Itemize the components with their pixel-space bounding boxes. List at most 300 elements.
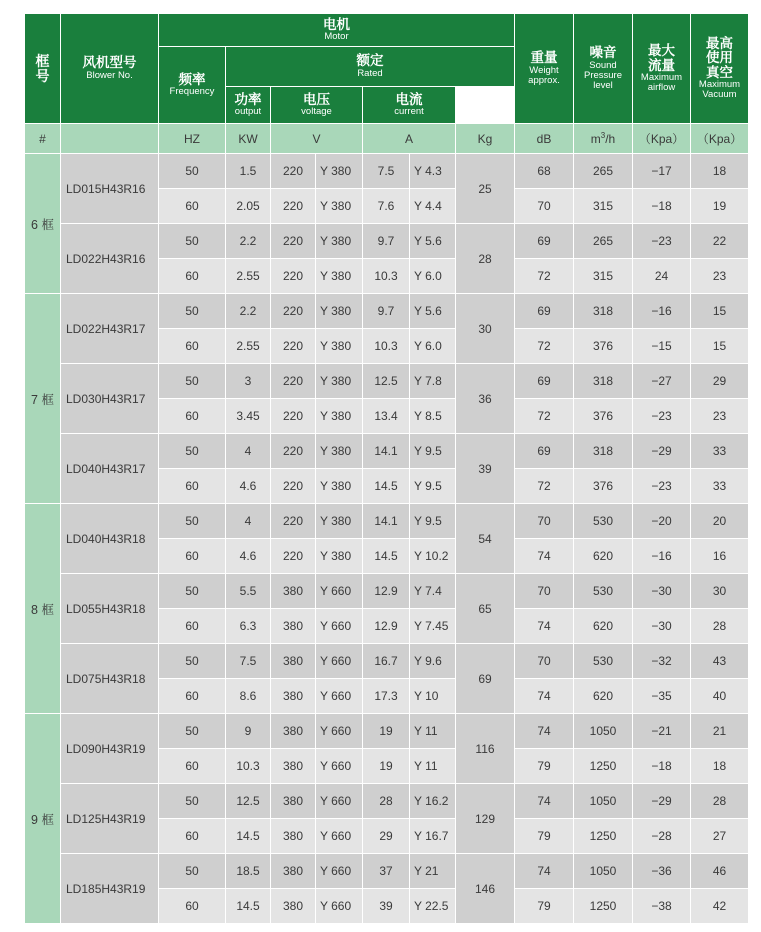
table-row: [25, 364, 749, 399]
noise-cell: 68: [515, 154, 574, 189]
voltage-cell: 380: [271, 574, 316, 609]
voltage-cell: 380: [271, 889, 316, 924]
output-cell: 2.05: [226, 189, 271, 224]
noise-cell: 74: [515, 854, 574, 889]
vacuum-cell: −16: [633, 294, 691, 329]
vacuum-cell: −29: [633, 434, 691, 469]
unit-current: A: [363, 124, 456, 154]
frequency-cell: 50: [159, 434, 226, 469]
weight-cell: 116: [456, 714, 515, 784]
airflow-cell: 620: [574, 609, 633, 644]
frequency-cell: 60: [159, 819, 226, 854]
vacuum-cell: −32: [633, 644, 691, 679]
vacuum-header-cn1: 最高: [706, 36, 733, 52]
model-name: LD125H43R19: [61, 784, 159, 854]
frequency-cell: 60: [159, 679, 226, 714]
frequency-cell: 60: [159, 399, 226, 434]
output-cell: 1.5: [226, 154, 271, 189]
noise-cell: 79: [515, 819, 574, 854]
noise-header-en2: Pressure: [583, 69, 622, 81]
current-y-cell: Y 10: [410, 679, 456, 714]
vacuum-header: [691, 14, 749, 124]
noise-cell: 69: [515, 294, 574, 329]
current-cell: 14.5: [363, 539, 410, 574]
voltage-cell: 220: [271, 434, 316, 469]
voltage-cell: 220: [271, 504, 316, 539]
current-cell: 10.3: [363, 329, 410, 364]
pressure-cell: 30: [691, 574, 749, 609]
unit-vacuum: （Kpa）: [633, 124, 691, 154]
model-name: LD090H43R19: [61, 714, 159, 784]
pressure-cell: 18: [691, 749, 749, 784]
table-row: [25, 434, 749, 469]
current-cell: 9.7: [363, 294, 410, 329]
vacuum-cell: −38: [633, 889, 691, 924]
airflow-cell: 315: [574, 259, 633, 294]
vacuum-cell: −23: [633, 469, 691, 504]
airflow-cell: 265: [574, 224, 633, 259]
noise-cell: 74: [515, 679, 574, 714]
noise-cell: 69: [515, 364, 574, 399]
pressure-cell: 28: [691, 784, 749, 819]
voltage-cell: 380: [271, 854, 316, 889]
voltage-cell: 380: [271, 609, 316, 644]
voltage-cell: 220: [271, 329, 316, 364]
airflow-header: [633, 14, 691, 124]
vacuum-cell: −28: [633, 819, 691, 854]
vacuum-cell: −17: [633, 154, 691, 189]
voltage-y-cell: Y 380: [316, 434, 363, 469]
current-y-cell: Y 21: [410, 854, 456, 889]
airflow-cell: 1050: [574, 714, 633, 749]
vacuum-cell: −16: [633, 539, 691, 574]
output-cell: 8.6: [226, 679, 271, 714]
output-header: [226, 87, 271, 124]
output-cell: 4.6: [226, 469, 271, 504]
voltage-header-en: voltage: [301, 106, 332, 118]
current-header-cn: 电流: [395, 91, 423, 107]
noise-cell: 72: [515, 259, 574, 294]
current-y-cell: Y 8.5: [410, 399, 456, 434]
weight-cell: 146: [456, 854, 515, 924]
rated-header-cn: 额定: [356, 53, 384, 69]
model-name: LD022H43R16: [61, 224, 159, 294]
output-cell: 5.5: [226, 574, 271, 609]
weight-cell: 65: [456, 574, 515, 644]
noise-header-en3: level: [593, 79, 613, 91]
table-row: [25, 644, 749, 679]
pressure-cell: 28: [691, 609, 749, 644]
current-y-cell: Y 11: [410, 749, 456, 784]
current-y-cell: Y 16.7: [410, 819, 456, 854]
table-row: [25, 504, 749, 539]
airflow-cell: 1050: [574, 784, 633, 819]
airflow-cell: 318: [574, 364, 633, 399]
airflow-cell: 376: [574, 399, 633, 434]
weight-header-cn: 重量: [530, 50, 558, 66]
motor-header: [159, 14, 515, 47]
pressure-cell: 29: [691, 364, 749, 399]
current-cell: 12.5: [363, 364, 410, 399]
noise-cell: 72: [515, 469, 574, 504]
airflow-cell: 318: [574, 434, 633, 469]
model-name: LD040H43R17: [61, 434, 159, 504]
pressure-cell: 23: [691, 399, 749, 434]
voltage-y-cell: Y 660: [316, 609, 363, 644]
pressure-cell: 33: [691, 434, 749, 469]
frame-label: 8 框: [25, 504, 61, 714]
vacuum-header-cn2: 使用: [706, 50, 733, 66]
voltage-y-cell: Y 660: [316, 819, 363, 854]
frequency-cell: 50: [159, 854, 226, 889]
frame-label: 6 框: [25, 154, 61, 294]
airflow-cell: 1250: [574, 889, 633, 924]
voltage-cell: 220: [271, 294, 316, 329]
current-cell: 7.6: [363, 189, 410, 224]
weight-cell: 28: [456, 224, 515, 294]
voltage-cell: 220: [271, 259, 316, 294]
airflow-cell: 620: [574, 679, 633, 714]
model-name: LD040H43R18: [61, 504, 159, 574]
voltage-y-cell: Y 660: [316, 714, 363, 749]
noise-cell: 69: [515, 434, 574, 469]
frequency-cell: 50: [159, 294, 226, 329]
airflow-cell: 376: [574, 329, 633, 364]
weight-header-en2: approx.: [528, 74, 560, 86]
unit-blower: [61, 124, 159, 154]
frequency-cell: 50: [159, 224, 226, 259]
current-y-cell: Y 10.2: [410, 539, 456, 574]
voltage-cell: 220: [271, 399, 316, 434]
current-cell: 17.3: [363, 679, 410, 714]
current-y-cell: Y 4.3: [410, 154, 456, 189]
frequency-cell: 50: [159, 714, 226, 749]
pressure-cell: 19: [691, 189, 749, 224]
unit-pressure: （Kpa）: [691, 124, 749, 154]
airflow-cell: 530: [574, 574, 633, 609]
voltage-y-cell: Y 380: [316, 329, 363, 364]
frequency-header-cn: 频率: [178, 71, 206, 87]
table-header: [25, 14, 749, 154]
frequency-cell: 60: [159, 749, 226, 784]
airflow-cell: 265: [574, 154, 633, 189]
current-cell: 12.9: [363, 574, 410, 609]
voltage-cell: 220: [271, 364, 316, 399]
frequency-cell: 50: [159, 574, 226, 609]
weight-cell: 54: [456, 504, 515, 574]
model-name: LD055H43R18: [61, 574, 159, 644]
weight-cell: 25: [456, 154, 515, 224]
unit-airflow-sup: 3: [600, 131, 606, 140]
frequency-cell: 60: [159, 539, 226, 574]
current-cell: 13.4: [363, 399, 410, 434]
voltage-y-cell: Y 380: [316, 399, 363, 434]
frame-label: 9 框: [25, 714, 61, 924]
vacuum-cell: −36: [633, 854, 691, 889]
current-y-cell: Y 5.6: [410, 294, 456, 329]
airflow-cell: 1050: [574, 854, 633, 889]
spec-table-container: [24, 13, 748, 924]
current-y-cell: Y 5.6: [410, 224, 456, 259]
voltage-cell: 380: [271, 714, 316, 749]
table-row: [25, 714, 749, 749]
pressure-cell: 15: [691, 329, 749, 364]
voltage-cell: 380: [271, 749, 316, 784]
frame-header: [25, 14, 61, 124]
output-cell: 3: [226, 364, 271, 399]
pressure-cell: 46: [691, 854, 749, 889]
noise-cell: 72: [515, 329, 574, 364]
table-row: [25, 224, 749, 259]
table-row: [25, 574, 749, 609]
current-cell: 28: [363, 784, 410, 819]
noise-cell: 70: [515, 504, 574, 539]
noise-cell: 72: [515, 399, 574, 434]
table-row: [25, 854, 749, 889]
frequency-cell: 60: [159, 609, 226, 644]
model-name: LD075H43R18: [61, 644, 159, 714]
table-row: [25, 294, 749, 329]
current-cell: 19: [363, 714, 410, 749]
output-cell: 14.5: [226, 889, 271, 924]
unit-noise: dB: [515, 124, 574, 154]
noise-cell: 74: [515, 539, 574, 574]
vacuum-header-en2: Vacuum: [702, 88, 737, 100]
current-header-en: current: [394, 106, 424, 118]
current-header: [363, 87, 456, 124]
motor-header-en: Motor: [324, 31, 349, 43]
current-cell: 14.1: [363, 434, 410, 469]
voltage-y-cell: Y 660: [316, 749, 363, 784]
pressure-cell: 40: [691, 679, 749, 714]
voltage-y-cell: Y 380: [316, 154, 363, 189]
current-cell: 19: [363, 749, 410, 784]
output-cell: 10.3: [226, 749, 271, 784]
vacuum-cell: 24: [633, 259, 691, 294]
frequency-header-en: Frequency: [169, 86, 215, 98]
frequency-cell: 50: [159, 784, 226, 819]
voltage-y-cell: Y 660: [316, 679, 363, 714]
voltage-y-cell: Y 380: [316, 224, 363, 259]
unit-airflow-pre: m: [590, 132, 601, 146]
current-y-cell: Y 4.4: [410, 189, 456, 224]
current-y-cell: Y 9.5: [410, 504, 456, 539]
frequency-cell: 50: [159, 504, 226, 539]
unit-weight: Kg: [456, 124, 515, 154]
current-y-cell: Y 7.45: [410, 609, 456, 644]
rated-header: [226, 47, 515, 87]
output-cell: 4: [226, 434, 271, 469]
output-cell: 2.55: [226, 259, 271, 294]
output-cell: 2.55: [226, 329, 271, 364]
airflow-header-cn1: 最大: [648, 43, 675, 59]
vacuum-cell: −30: [633, 574, 691, 609]
blower-spec-table: [24, 13, 749, 924]
output-header-en: output: [234, 106, 262, 118]
unit-airflow-post: /h: [605, 132, 616, 146]
voltage-cell: 220: [271, 469, 316, 504]
voltage-header-cn: 电压: [303, 91, 330, 107]
voltage-y-cell: Y 380: [316, 294, 363, 329]
output-cell: 4: [226, 504, 271, 539]
current-cell: 9.7: [363, 224, 410, 259]
blower-header: [61, 14, 159, 124]
noise-cell: 79: [515, 749, 574, 784]
vacuum-cell: −20: [633, 504, 691, 539]
noise-cell: 74: [515, 714, 574, 749]
current-cell: 39: [363, 889, 410, 924]
vacuum-cell: −35: [633, 679, 691, 714]
airflow-cell: 376: [574, 469, 633, 504]
voltage-y-cell: Y 660: [316, 574, 363, 609]
model-name: LD185H43R19: [61, 854, 159, 924]
voltage-header: [271, 87, 363, 124]
airflow-cell: 620: [574, 539, 633, 574]
current-cell: 29: [363, 819, 410, 854]
noise-cell: 69: [515, 224, 574, 259]
output-cell: 2.2: [226, 224, 271, 259]
airflow-cell: 315: [574, 189, 633, 224]
current-y-cell: Y 11: [410, 714, 456, 749]
voltage-y-cell: Y 380: [316, 469, 363, 504]
voltage-cell: 380: [271, 644, 316, 679]
vacuum-cell: −27: [633, 364, 691, 399]
current-cell: 37: [363, 854, 410, 889]
noise-header-en1: Sound: [589, 59, 617, 71]
current-y-cell: Y 6.0: [410, 329, 456, 364]
unit-output: KW: [226, 124, 271, 154]
voltage-cell: 220: [271, 224, 316, 259]
airflow-cell: 530: [574, 644, 633, 679]
blower-header-cn: 风机型号: [82, 55, 137, 71]
voltage-cell: 380: [271, 679, 316, 714]
pressure-cell: 15: [691, 294, 749, 329]
current-y-cell: Y 16.2: [410, 784, 456, 819]
current-y-cell: Y 7.4: [410, 574, 456, 609]
vacuum-cell: −18: [633, 189, 691, 224]
vacuum-cell: −23: [633, 399, 691, 434]
pressure-cell: 22: [691, 224, 749, 259]
vacuum-cell: −18: [633, 749, 691, 784]
airflow-header-en1: Maximum: [640, 71, 683, 83]
frequency-cell: 60: [159, 189, 226, 224]
voltage-cell: 220: [271, 189, 316, 224]
output-cell: 4.6: [226, 539, 271, 574]
voltage-cell: 220: [271, 539, 316, 574]
output-cell: 2.2: [226, 294, 271, 329]
current-y-cell: Y 6.0: [410, 259, 456, 294]
frequency-cell: 60: [159, 469, 226, 504]
vacuum-header-en1: Maximum: [698, 78, 741, 90]
rated-header-en: Rated: [357, 67, 383, 79]
weight-cell: 30: [456, 294, 515, 364]
frame-label: 7 框: [25, 294, 61, 504]
voltage-cell: 380: [271, 819, 316, 854]
vacuum-cell: −15: [633, 329, 691, 364]
pressure-cell: 16: [691, 539, 749, 574]
current-y-cell: Y 9.6: [410, 644, 456, 679]
vacuum-header-cn3: 真空: [706, 64, 733, 80]
frequency-cell: 50: [159, 154, 226, 189]
weight-cell: 39: [456, 434, 515, 504]
voltage-y-cell: Y 380: [316, 364, 363, 399]
unit-voltage: V: [271, 124, 363, 154]
output-header-cn: 功率: [234, 91, 262, 107]
pressure-cell: 20: [691, 504, 749, 539]
noise-header-cn: 噪音: [589, 45, 617, 61]
voltage-y-cell: Y 660: [316, 644, 363, 679]
output-cell: 12.5: [226, 784, 271, 819]
current-y-cell: Y 22.5: [410, 889, 456, 924]
vacuum-cell: −21: [633, 714, 691, 749]
voltage-y-cell: Y 380: [316, 189, 363, 224]
current-cell: 12.9: [363, 609, 410, 644]
pressure-cell: 18: [691, 154, 749, 189]
current-cell: 16.7: [363, 644, 410, 679]
current-cell: 14.1: [363, 504, 410, 539]
voltage-y-cell: Y 380: [316, 504, 363, 539]
weight-cell: 129: [456, 784, 515, 854]
voltage-cell: 220: [271, 154, 316, 189]
output-cell: 7.5: [226, 644, 271, 679]
pressure-cell: 42: [691, 889, 749, 924]
current-cell: 14.5: [363, 469, 410, 504]
frequency-cell: 60: [159, 259, 226, 294]
units-row: [25, 124, 749, 154]
current-y-cell: Y 9.5: [410, 434, 456, 469]
pressure-cell: 27: [691, 819, 749, 854]
airflow-header-cn2: 流量: [648, 57, 675, 73]
unit-airflow: [574, 124, 633, 154]
table-row: [25, 154, 749, 189]
airflow-cell: 1250: [574, 749, 633, 784]
current-cell: 7.5: [363, 154, 410, 189]
noise-cell: 70: [515, 644, 574, 679]
frequency-cell: 60: [159, 889, 226, 924]
airflow-cell: 530: [574, 504, 633, 539]
current-y-cell: Y 7.8: [410, 364, 456, 399]
airflow-cell: 1250: [574, 819, 633, 854]
blower-header-en: Blower No.: [86, 69, 133, 81]
motor-header-cn: 电机: [323, 16, 350, 32]
noise-cell: 79: [515, 889, 574, 924]
unit-frequency: HZ: [159, 124, 226, 154]
voltage-y-cell: Y 660: [316, 854, 363, 889]
table-row: [25, 784, 749, 819]
output-cell: 14.5: [226, 819, 271, 854]
frequency-cell: 60: [159, 329, 226, 364]
noise-cell: 74: [515, 609, 574, 644]
airflow-cell: 318: [574, 294, 633, 329]
output-cell: 9: [226, 714, 271, 749]
noise-header: [574, 14, 633, 124]
airflow-header-en2: airflow: [647, 81, 676, 93]
output-cell: 18.5: [226, 854, 271, 889]
vacuum-cell: −30: [633, 609, 691, 644]
noise-cell: 70: [515, 189, 574, 224]
pressure-cell: 33: [691, 469, 749, 504]
vacuum-cell: −29: [633, 784, 691, 819]
vacuum-cell: −23: [633, 224, 691, 259]
weight-cell: 69: [456, 644, 515, 714]
pressure-cell: 21: [691, 714, 749, 749]
weight-cell: 36: [456, 364, 515, 434]
table-body: [25, 154, 749, 924]
voltage-y-cell: Y 660: [316, 889, 363, 924]
model-name: LD030H43R17: [61, 364, 159, 434]
voltage-y-cell: Y 380: [316, 539, 363, 574]
model-name: LD022H43R17: [61, 294, 159, 364]
